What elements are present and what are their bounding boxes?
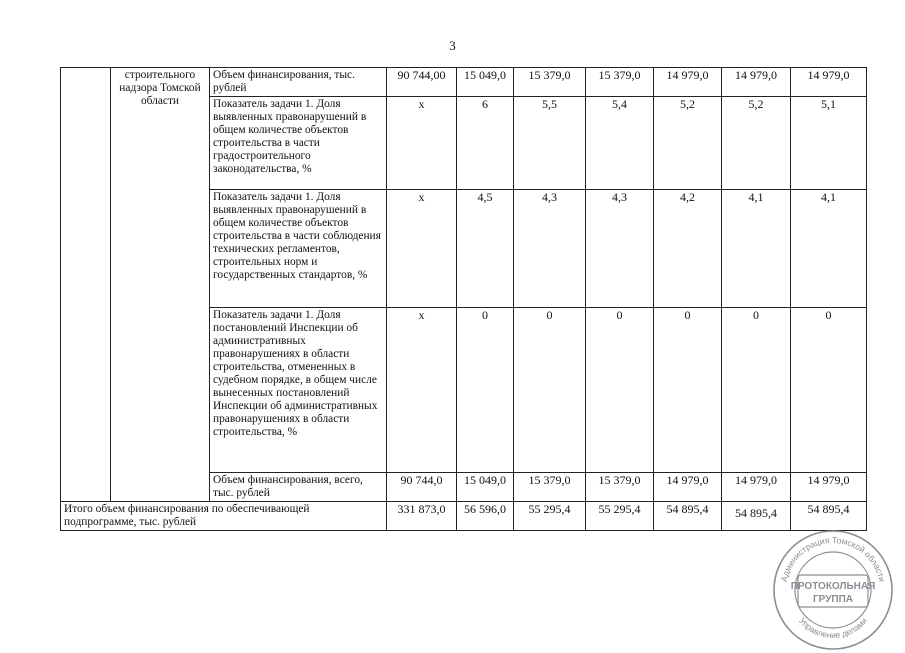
row-label: Показатель задачи 1. Доля постановлений Инспекции об административных правонарушениях в области строительства, отмененных в судебном порядке, в общем числе вынесенных постановлений Инспекции об административных правонарушениях в области строительства, % [210, 308, 387, 473]
total-value-cell: 54 895,4 [791, 502, 867, 531]
stamp-ring-text: Администрация Томской области [778, 534, 888, 583]
value-cell: 0 [654, 308, 722, 473]
total-value-cell: 56 596,0 [457, 502, 514, 531]
value-cell: 14 979,0 [654, 68, 722, 97]
row-label: Объем финансирования, тыс. рублей [210, 68, 387, 97]
responsible-org-cell: строительного надзора Томской области [111, 68, 210, 502]
value-cell: 14 979,0 [722, 68, 791, 97]
value-cell: 5,4 [586, 97, 654, 190]
value-cell: 14 979,0 [791, 473, 867, 502]
value-cell: 90 744,00 [387, 68, 457, 97]
value-cell: 0 [586, 308, 654, 473]
financing-table [60, 67, 867, 531]
value-cell: 15 049,0 [457, 68, 514, 97]
protocol-group-stamp [770, 527, 896, 653]
value-cell: 15 379,0 [586, 68, 654, 97]
value-cell: 0 [457, 308, 514, 473]
blank-cell [61, 68, 111, 502]
value-cell: 5,2 [654, 97, 722, 190]
value-cell: 15 379,0 [586, 473, 654, 502]
value-cell: 5,1 [791, 97, 867, 190]
value-cell: 4,5 [457, 190, 514, 308]
value-cell: 4,2 [654, 190, 722, 308]
value-cell: 0 [791, 308, 867, 473]
total-value-cell: 54 895,4 [722, 502, 791, 531]
total-value-cell: 331 873,0 [387, 502, 457, 531]
value-cell: 15 379,0 [514, 68, 586, 97]
total-value-cell: 55 295,4 [514, 502, 586, 531]
value-cell: 15 049,0 [457, 473, 514, 502]
value-cell: 4,3 [514, 190, 586, 308]
value-cell: х [387, 308, 457, 473]
total-value-cell: 54 895,4 [654, 502, 722, 531]
value-cell: х [387, 97, 457, 190]
value-cell: 4,3 [586, 190, 654, 308]
value-cell: х [387, 190, 457, 308]
value-cell: 15 379,0 [514, 473, 586, 502]
value-cell: 6 [457, 97, 514, 190]
total-row [61, 502, 867, 531]
page-number: 3 [449, 38, 456, 53]
value-cell: 14 979,0 [654, 473, 722, 502]
row-label: Показатель задачи 1. Доля выявленных правонарушений в общем количестве объектов строительства в части градостроительного законодательства, % [210, 97, 387, 190]
stamp-center-line2: ГРУППА [812, 594, 854, 605]
value-cell: 0 [514, 308, 586, 473]
table-row [61, 68, 867, 97]
value-cell: 14 979,0 [722, 473, 791, 502]
value-cell: 14 979,0 [791, 68, 867, 97]
total-label: Итого объем финансирования по обеспечивающей подпрограмме, тыс. рублей [61, 502, 387, 531]
stamp-center-line1: ПРОТОКОЛЬНАЯ [790, 581, 876, 592]
value-cell: 4,1 [791, 190, 867, 308]
value-cell: 90 744,0 [387, 473, 457, 502]
value-cell: 4,1 [722, 190, 791, 308]
row-label: Объем финансирования, всего, тыс. рублей [210, 473, 387, 502]
row-label: Показатель задачи 1. Доля выявленных правонарушений в общем количестве объектов строительства в части соблюдения технических регламентов, строительных норм и государственных стандартов, % [210, 190, 387, 308]
value-cell: 5,5 [514, 97, 586, 190]
value-cell: 0 [722, 308, 791, 473]
total-value-cell: 55 295,4 [586, 502, 654, 531]
value-cell: 5,2 [722, 97, 791, 190]
stamp-bottom-text: Управление делами [797, 615, 869, 641]
